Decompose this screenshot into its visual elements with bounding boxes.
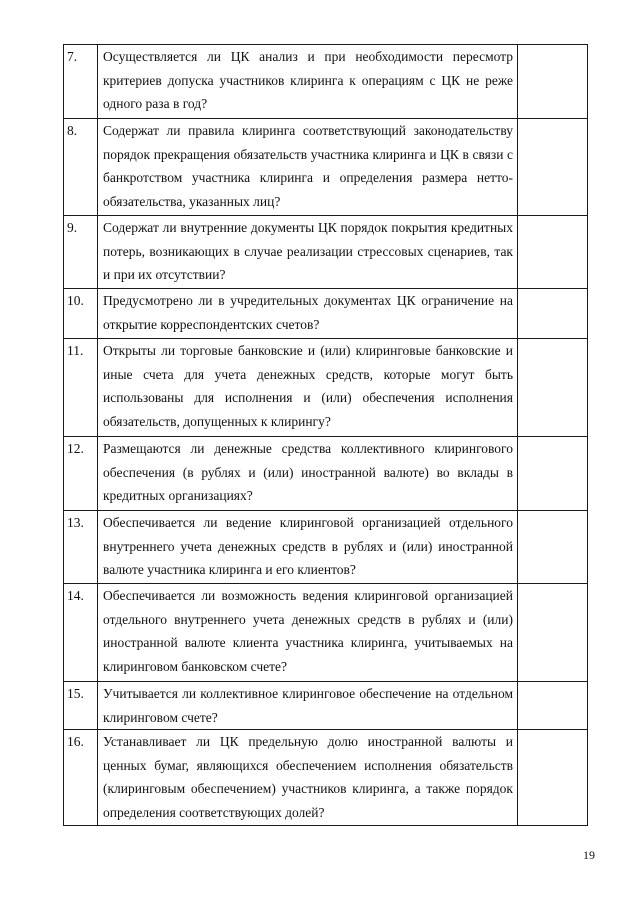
answer-cell[interactable]	[518, 437, 588, 511]
question-text: Учитывается ли коллективное клиринговое обеспечение на отдельном клиринговом счете?	[98, 682, 518, 730]
row-number: 7.	[64, 45, 98, 119]
answer-cell[interactable]	[518, 339, 588, 437]
row-number: 16.	[64, 730, 98, 826]
question-text: Размещаются ли денежные средства коллективного клирингового обеспечения (в рублях и (или) иностранной валюте) во вклады в кредитных организациях?	[98, 437, 518, 511]
page-number: 19	[583, 848, 595, 862]
table-row	[64, 119, 588, 216]
question-text: Содержат ли правила клиринга соответствующий законодательству порядок прекращения обязательств участника клиринга и ЦК в связи с банкротством участника клиринга и определения размера нетто-обязательства, указанных лиц?	[98, 119, 518, 216]
answer-cell[interactable]	[518, 119, 588, 216]
question-text: Содержат ли внутренние документы ЦК порядок покрытия кредитных потерь, возникающих в случае реализации стрессовых сценариев, так и при их отсутствии?	[98, 216, 518, 289]
row-number: 12.	[64, 437, 98, 511]
checklist-table	[63, 44, 588, 826]
row-number: 13.	[64, 511, 98, 584]
question-text: Обеспечивается ли возможность ведения клиринговой организацией отдельного внутреннего учета денежных средств в рублях и (или) иностранной валюте клиента участника клиринга, учитываемых на клиринговом банковском счете?	[98, 584, 518, 682]
table-row	[64, 584, 588, 682]
question-text: Предусмотрено ли в учредительных документах ЦК ограничение на открытие корреспондентских счетов?	[98, 289, 518, 339]
question-text: Устанавливает ли ЦК предельную долю иностранной валюты и ценных бумаг, являющихся обеспечением исполнения обязательств (клиринговым обеспечением) участников клиринга, а также порядок определения соответствующих долей?	[98, 730, 518, 826]
table-row	[64, 289, 588, 339]
table-row	[64, 216, 588, 289]
row-number: 15.	[64, 682, 98, 730]
answer-cell[interactable]	[518, 45, 588, 119]
answer-cell[interactable]	[518, 216, 588, 289]
table-row	[64, 730, 588, 826]
table-row	[64, 45, 588, 119]
table-row	[64, 339, 588, 437]
answer-cell[interactable]	[518, 682, 588, 730]
row-number: 11.	[64, 339, 98, 437]
table-row	[64, 511, 588, 584]
question-text: Открыты ли торговые банковские и (или) клиринговые банковские и иные счета для учета денежных средств, которые могут быть использованы для исполнения и (или) обеспечения исполнения обязательств, допущенных к клирингу?	[98, 339, 518, 437]
question-text: Осуществляется ли ЦК анализ и при необходимости пересмотр критериев допуска участников клиринга к операциям с ЦК не реже одного раза в год?	[98, 45, 518, 119]
row-number: 10.	[64, 289, 98, 339]
row-number: 14.	[64, 584, 98, 682]
table-row	[64, 682, 588, 730]
answer-cell[interactable]	[518, 511, 588, 584]
answer-cell[interactable]	[518, 584, 588, 682]
question-text: Обеспечивается ли ведение клиринговой организацией отдельного внутреннего учета денежных средств в рублях и (или) иностранной валюте участника клиринга и его клиентов?	[98, 511, 518, 584]
answer-cell[interactable]	[518, 289, 588, 339]
row-number: 8.	[64, 119, 98, 216]
table-row	[64, 437, 588, 511]
row-number: 9.	[64, 216, 98, 289]
answer-cell[interactable]	[518, 730, 588, 826]
